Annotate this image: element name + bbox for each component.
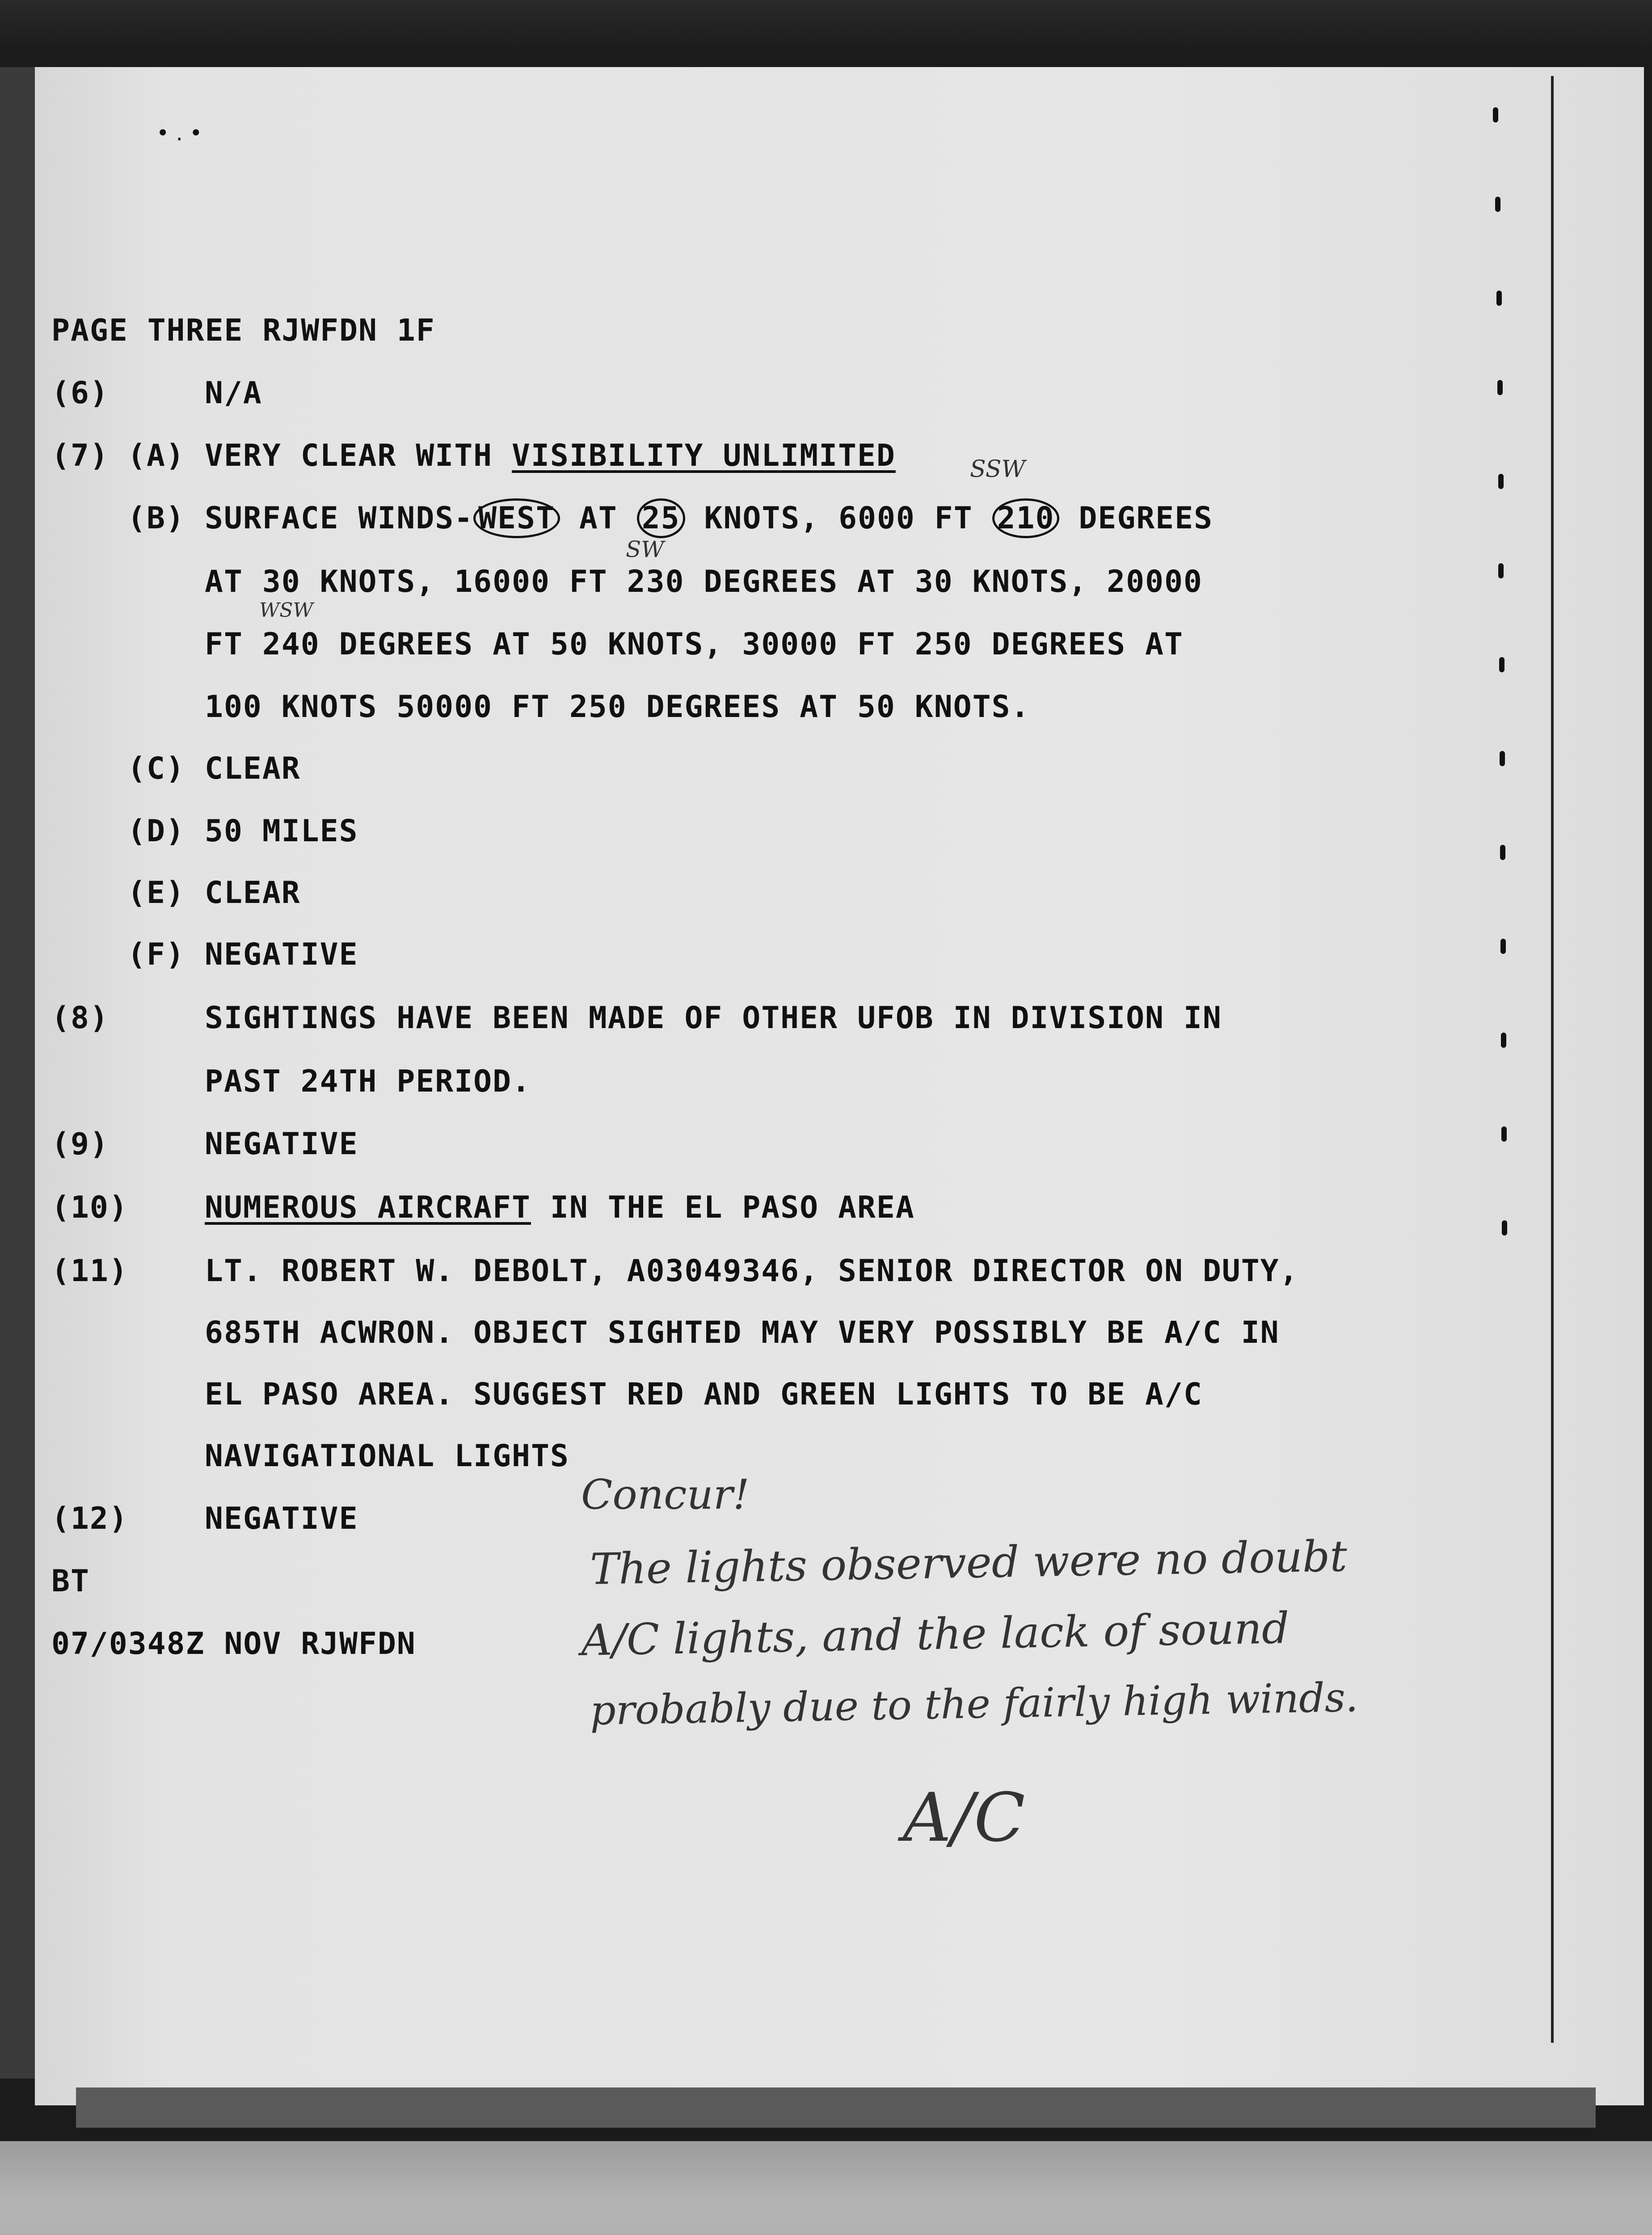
margin-mark: [1501, 1126, 1507, 1142]
visibility-underlined: VISIBILITY UNLIMITED: [512, 438, 896, 473]
item-8-line-2: PAST 24TH PERIOD.: [205, 1064, 531, 1099]
item-11-line-3: EL PASO AREA. SUGGEST RED AND GREEN LIGHTS TO BE A/C: [205, 1377, 1203, 1412]
handwritten-concur: Concur!: [581, 1471, 750, 1518]
item-6-text: N/A: [205, 375, 262, 411]
margin-mark: [1498, 474, 1504, 489]
circled-25: 25: [637, 498, 685, 538]
item-10-text: [205, 1190, 915, 1225]
handwritten-note-line-3: probably due to the fairly high winds.: [590, 1674, 1359, 1734]
handwritten-ssw: SSW: [970, 456, 1025, 483]
item-10-number: (10): [51, 1190, 128, 1225]
item-7d-text: 50 MILES: [205, 814, 358, 849]
item-7f-text: NEGATIVE: [205, 937, 358, 972]
right-margin-rule: [1551, 76, 1554, 2043]
handwritten-ac: A/C: [903, 1779, 1025, 1857]
bt-marker: BT: [51, 1564, 90, 1599]
margin-mark: [1499, 657, 1504, 672]
margin-mark: [1500, 845, 1505, 860]
left-shade: [0, 67, 35, 2079]
circled-210: 210: [992, 498, 1060, 538]
item-7f-label: (F): [127, 937, 185, 972]
numerous-aircraft-underlined: NUMEROUS AIRCRAFT: [205, 1190, 531, 1225]
item-6-number: (6): [51, 375, 109, 411]
item-7b-line-2: AT 30 KNOTS, 16000 FT 230 DEGREES AT 30 KNOTS, 20000: [205, 564, 1203, 599]
margin-mark: [1493, 107, 1498, 122]
margin-mark: [1495, 197, 1500, 212]
item-10-text-plain: IN THE EL PASO AREA: [531, 1190, 915, 1225]
item-7a-text: [205, 438, 896, 473]
item-7b-line-1: [205, 501, 1213, 536]
item-11-line-2: 685TH ACWRON. OBJECT SIGHTED MAY VERY POSSIBLY BE A/C IN: [205, 1315, 1280, 1350]
margin-mark: [1496, 291, 1502, 306]
item-7e-label: (E): [127, 875, 185, 911]
at-text: AT: [560, 501, 637, 536]
item-7-number: (7): [51, 438, 109, 473]
item-11-line-4: NAVIGATIONAL LIGHTS: [205, 1438, 569, 1474]
margin-mark: [1501, 1033, 1506, 1048]
item-7c-label: (C): [127, 751, 185, 786]
circled-west: WEST: [473, 498, 560, 538]
item-7e-text: CLEAR: [205, 875, 301, 911]
item-7b-line-4: 100 KNOTS 50000 FT 250 DEGREES AT 50 KNOTS.: [205, 689, 1030, 725]
margin-mark: [1500, 939, 1506, 954]
item-8-line-1: SIGHTINGS HAVE BEEN MADE OF OTHER UFOB IN DIVISION IN: [205, 1000, 1222, 1036]
handwritten-sw: SW: [626, 536, 664, 562]
surface-winds-label: SURFACE WINDS-: [205, 501, 474, 536]
item-11-line-1: LT. ROBERT W. DEBOLT, A03049346, SENIOR DIRECTOR ON DUTY,: [205, 1253, 1299, 1289]
degrees-text: DEGREES: [1059, 501, 1213, 536]
page-header: PAGE THREE RJWFDN 1F: [51, 313, 435, 348]
handwritten-note-line-1: The lights observed were no doubt: [590, 1531, 1348, 1594]
margin-mark: [1497, 380, 1503, 395]
item-7d-label: (D): [127, 814, 185, 849]
item-7a-label: (A): [127, 438, 185, 473]
item-9-number: (9): [51, 1126, 109, 1162]
knots-6000-text: KNOTS, 6000 FT: [685, 501, 992, 536]
item-11-number: (11): [51, 1253, 128, 1289]
handwritten-wsw: WSW: [259, 599, 313, 622]
margin-mark: [1498, 563, 1504, 578]
handwritten-note-line-2: A/C lights, and the lack of sound: [581, 1603, 1290, 1666]
item-12-number: (12): [51, 1501, 128, 1536]
date-time-group: 07/0348Z NOV RJWFDN: [51, 1626, 416, 1661]
item-7b-line-3: FT 240 DEGREES AT 50 KNOTS, 30000 FT 250 DEGREES AT: [205, 627, 1184, 662]
page-shadow: [76, 2087, 1596, 2128]
stray-marks: • . •: [156, 121, 202, 146]
item-9-text: NEGATIVE: [205, 1126, 358, 1162]
item-7b-label: (B): [127, 501, 185, 536]
item-7c-text: CLEAR: [205, 751, 301, 786]
lower-background-band: [0, 2141, 1652, 2235]
item-8-number: (8): [51, 1000, 109, 1036]
margin-mark: [1500, 751, 1505, 766]
item-7a-text-plain: VERY CLEAR WITH: [205, 438, 512, 473]
margin-mark: [1502, 1220, 1507, 1236]
item-12-text: NEGATIVE: [205, 1501, 358, 1536]
